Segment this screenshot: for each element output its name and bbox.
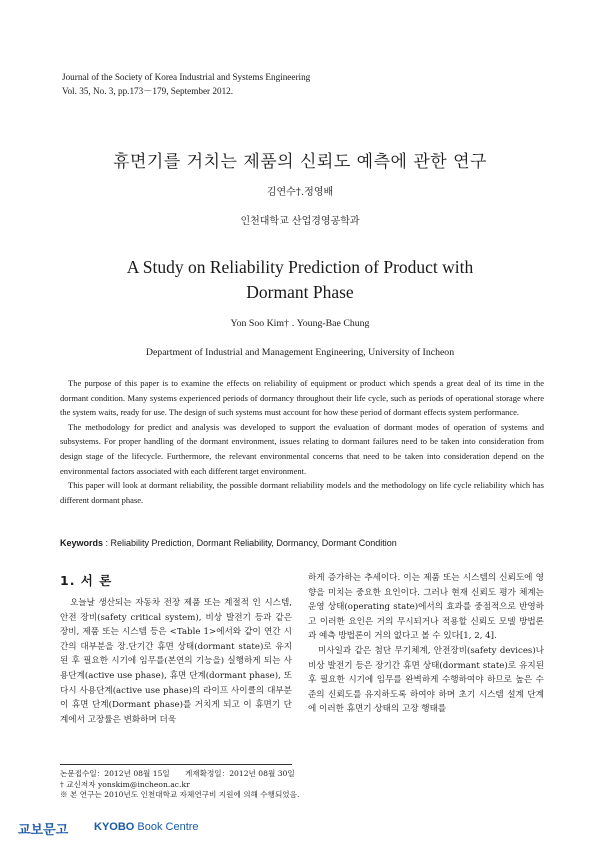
body-left-column [60,596,292,727]
body-paragraph: 미사일과 같은 첨단 무기체계, 안전장비(safety devices)나 비상 발전기 등은 장기간 휴면 상태(dormant state)로 유지된 후 필요한 시기에 임무를 완벽하게 수행하여야 하므로 높은 수준의 신뢰도를 유지하도록 하여야 하며 초기 시스템 설계 단계에 이러한 휴면기 상태의 고장 행태를 [308,645,544,715]
korean-title: 휴면기를 거치는 제품의 신뢰도 예측에 관한 연구 [113,152,487,172]
english-title [80,255,520,305]
journal-name: Journal of the Society of Korea Industrial and Systems Engineering [62,72,311,82]
body-paragraph: 오늘날 생산되는 자동차 전장 제품 또는 계절적 인 시스템, 안전 장비(safety critical system), 비상 발전기 등과 같은 장비, 제품 또는 시스템 등은 <Table 1>에서와 같이 연간 시간의 대부분을 장․단기간 휴면 상태(dormant state)로 유지된 후 필요한 시기에 임무를(본연의 기능을) 실행하게 되는 사용단계(active use phase), 휴면 단계(dormant phase), 또 다시 사용단계(active use phase)의 라이프 사이클의 대부분이 휴면 단계(Dormant phase)를 거치게 되고 이 휴면기 단계에서 고장률은 변화하며 더욱 [60,598,292,725]
abstract-paragraph: The purpose of this paper is to examine the effects on reliability of equipment or product which spends a great deal of its time in the dormant condition. Many systems experienced periods of dormancy throughout their life cycle, such as periods of operational storage where the system waits, ready for use. The design of such systems must account for how these period of dormant effects system performance. [60,378,544,418]
abstract [60,376,544,507]
journal-volume: Vol. 35, No. 3, pp.173－179, September 2012. [62,86,234,96]
footnote-funding: ※ 본 연구는 2010년도 인천대학교 자체연구비 지원에 의해 수행되었음. [60,790,300,800]
footnote-divider [60,764,292,765]
abstract-paragraph: The methodology for predict and analysis was developed to support the evaluation of dormant modes of operation of systems and subsystems. For proper handling of the dormant environment, issues relating to dormant failures need to be taken into consideration from design stage of the lifecycle. Furthermore, the relevant environmental concerns that need to be taken into consideration depend on the environmental factors associated with each different target environment. [60,421,544,476]
footnotes [60,769,360,801]
korean-authors: 김연수†․정영배 [266,187,334,198]
abstract-paragraph: This paper will look at dormant reliability, the possible dormant reliability models and the methodology on life cycle reliability which has different dormant phase. [60,480,544,505]
body-paragraph: 하게 증가하는 추세이다. 이는 제품 또는 시스템의 신뢰도에 영향을 미치는 중요한 요인이다. 그러나 현재 신뢰도 평가 체계는 운영 상태(operating state)에서의 효과를 중점적으로 반영하고 이러한 요인은 거의 무시되거나 적용할 신뢰도 모델 방법론과 예측 방법론이 거의 없다고 볼 수 있다[1, 2, 4]. [308,573,544,642]
keywords-label: Keywords [60,538,104,548]
kyobo-logo: 교보문고 [18,823,69,838]
keywords-text: : Reliability Prediction, Dormant Reliability, Dormancy, Dormant Condition [105,538,397,548]
kyobo-brand-suffix: Book Centre [137,821,199,833]
kyobo-brand [94,821,199,833]
footnote-corresponding-author: † 교신저자 yonskim@incheon.ac.kr [60,779,190,789]
english-title-line2: Dormant Phase [246,282,354,302]
journal-header [62,70,310,98]
english-authors: Yon Soo Kim† ․ Young-Bae Chung [230,318,370,329]
section-title: 1. 서 론 [60,573,113,588]
body-right-column [308,571,544,717]
footnote-dates: 논문접수일：2012년 08월 15일 게재확정일：2012년 08월 30일 [60,769,295,778]
english-title-line1: A Study on Reliability Prediction of Product with [126,257,474,277]
korean-affiliation: 인천대학교 산업경영공학과 [240,216,360,227]
english-affiliation: Department of Industrial and Management Engineering, University of Incheon [145,347,455,358]
kyobo-brand-name: KYOBO [94,821,135,833]
keywords [60,538,544,548]
